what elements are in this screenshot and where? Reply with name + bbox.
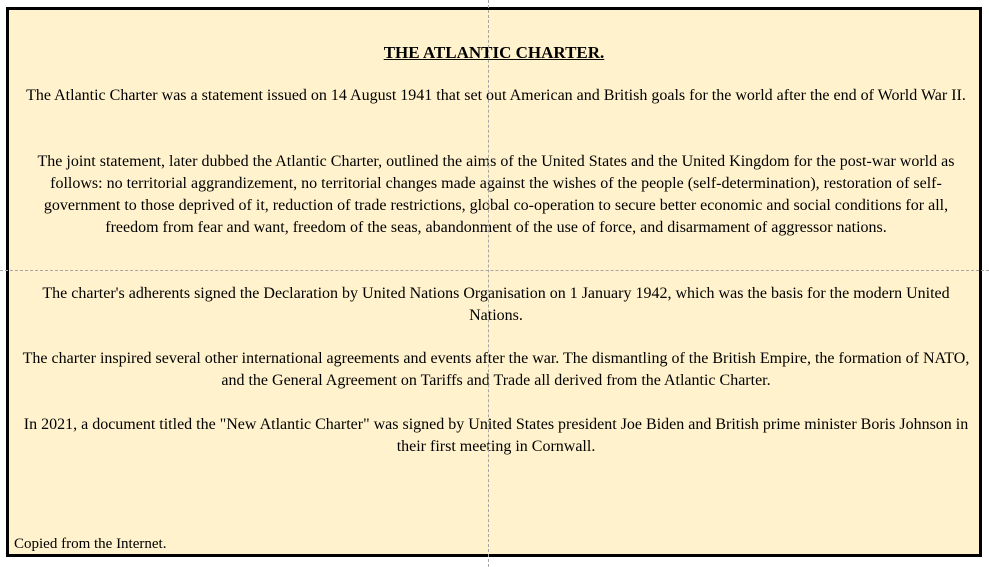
paragraph-aims: The joint statement, later dubbed the Atlantic Charter, outlined the aims of the United States and the United Kingdom for the post-war world as follows: no territorial aggrandizement, no territorial changes made against the wishes of the people (self-determination), restoration of self-government to those deprived of it, reduction of trade restrictions, global co-operation to secure better economic and social conditions for all, freedom from fear and want, freedom of the seas, abandonment of the use of force, and disarmament of aggressor nations. xyxy=(37,153,955,236)
paragraph-legacy: The charter inspired several other international agreements and events after the war. The dismantling of the British Empire, the formation of NATO, and the General Agreement on Tariffs and Trade all derived from the Atlantic Charter. xyxy=(22,350,970,389)
paragraph-new-charter: In 2021, a document titled the "New Atlantic Charter" was signed by United States president Joe Biden and British prime minister Boris Johnson in their first meeting in Cornwall. xyxy=(23,416,969,455)
paragraph-united-nations: The charter's adherents signed the Declaration by United Nations Organisation on 1 January 1942, which was the basis for the modern United Nations. xyxy=(42,285,950,324)
text-box[interactable] xyxy=(6,7,982,557)
paragraph-intro: The Atlantic Charter was a statement issued on 14 August 1941 that set out American and British goals for the world after the end of World War II. xyxy=(26,87,966,104)
document-title: THE ATLANTIC CHARTER. xyxy=(383,43,605,62)
source-note: Copied from the Internet. xyxy=(14,536,167,552)
